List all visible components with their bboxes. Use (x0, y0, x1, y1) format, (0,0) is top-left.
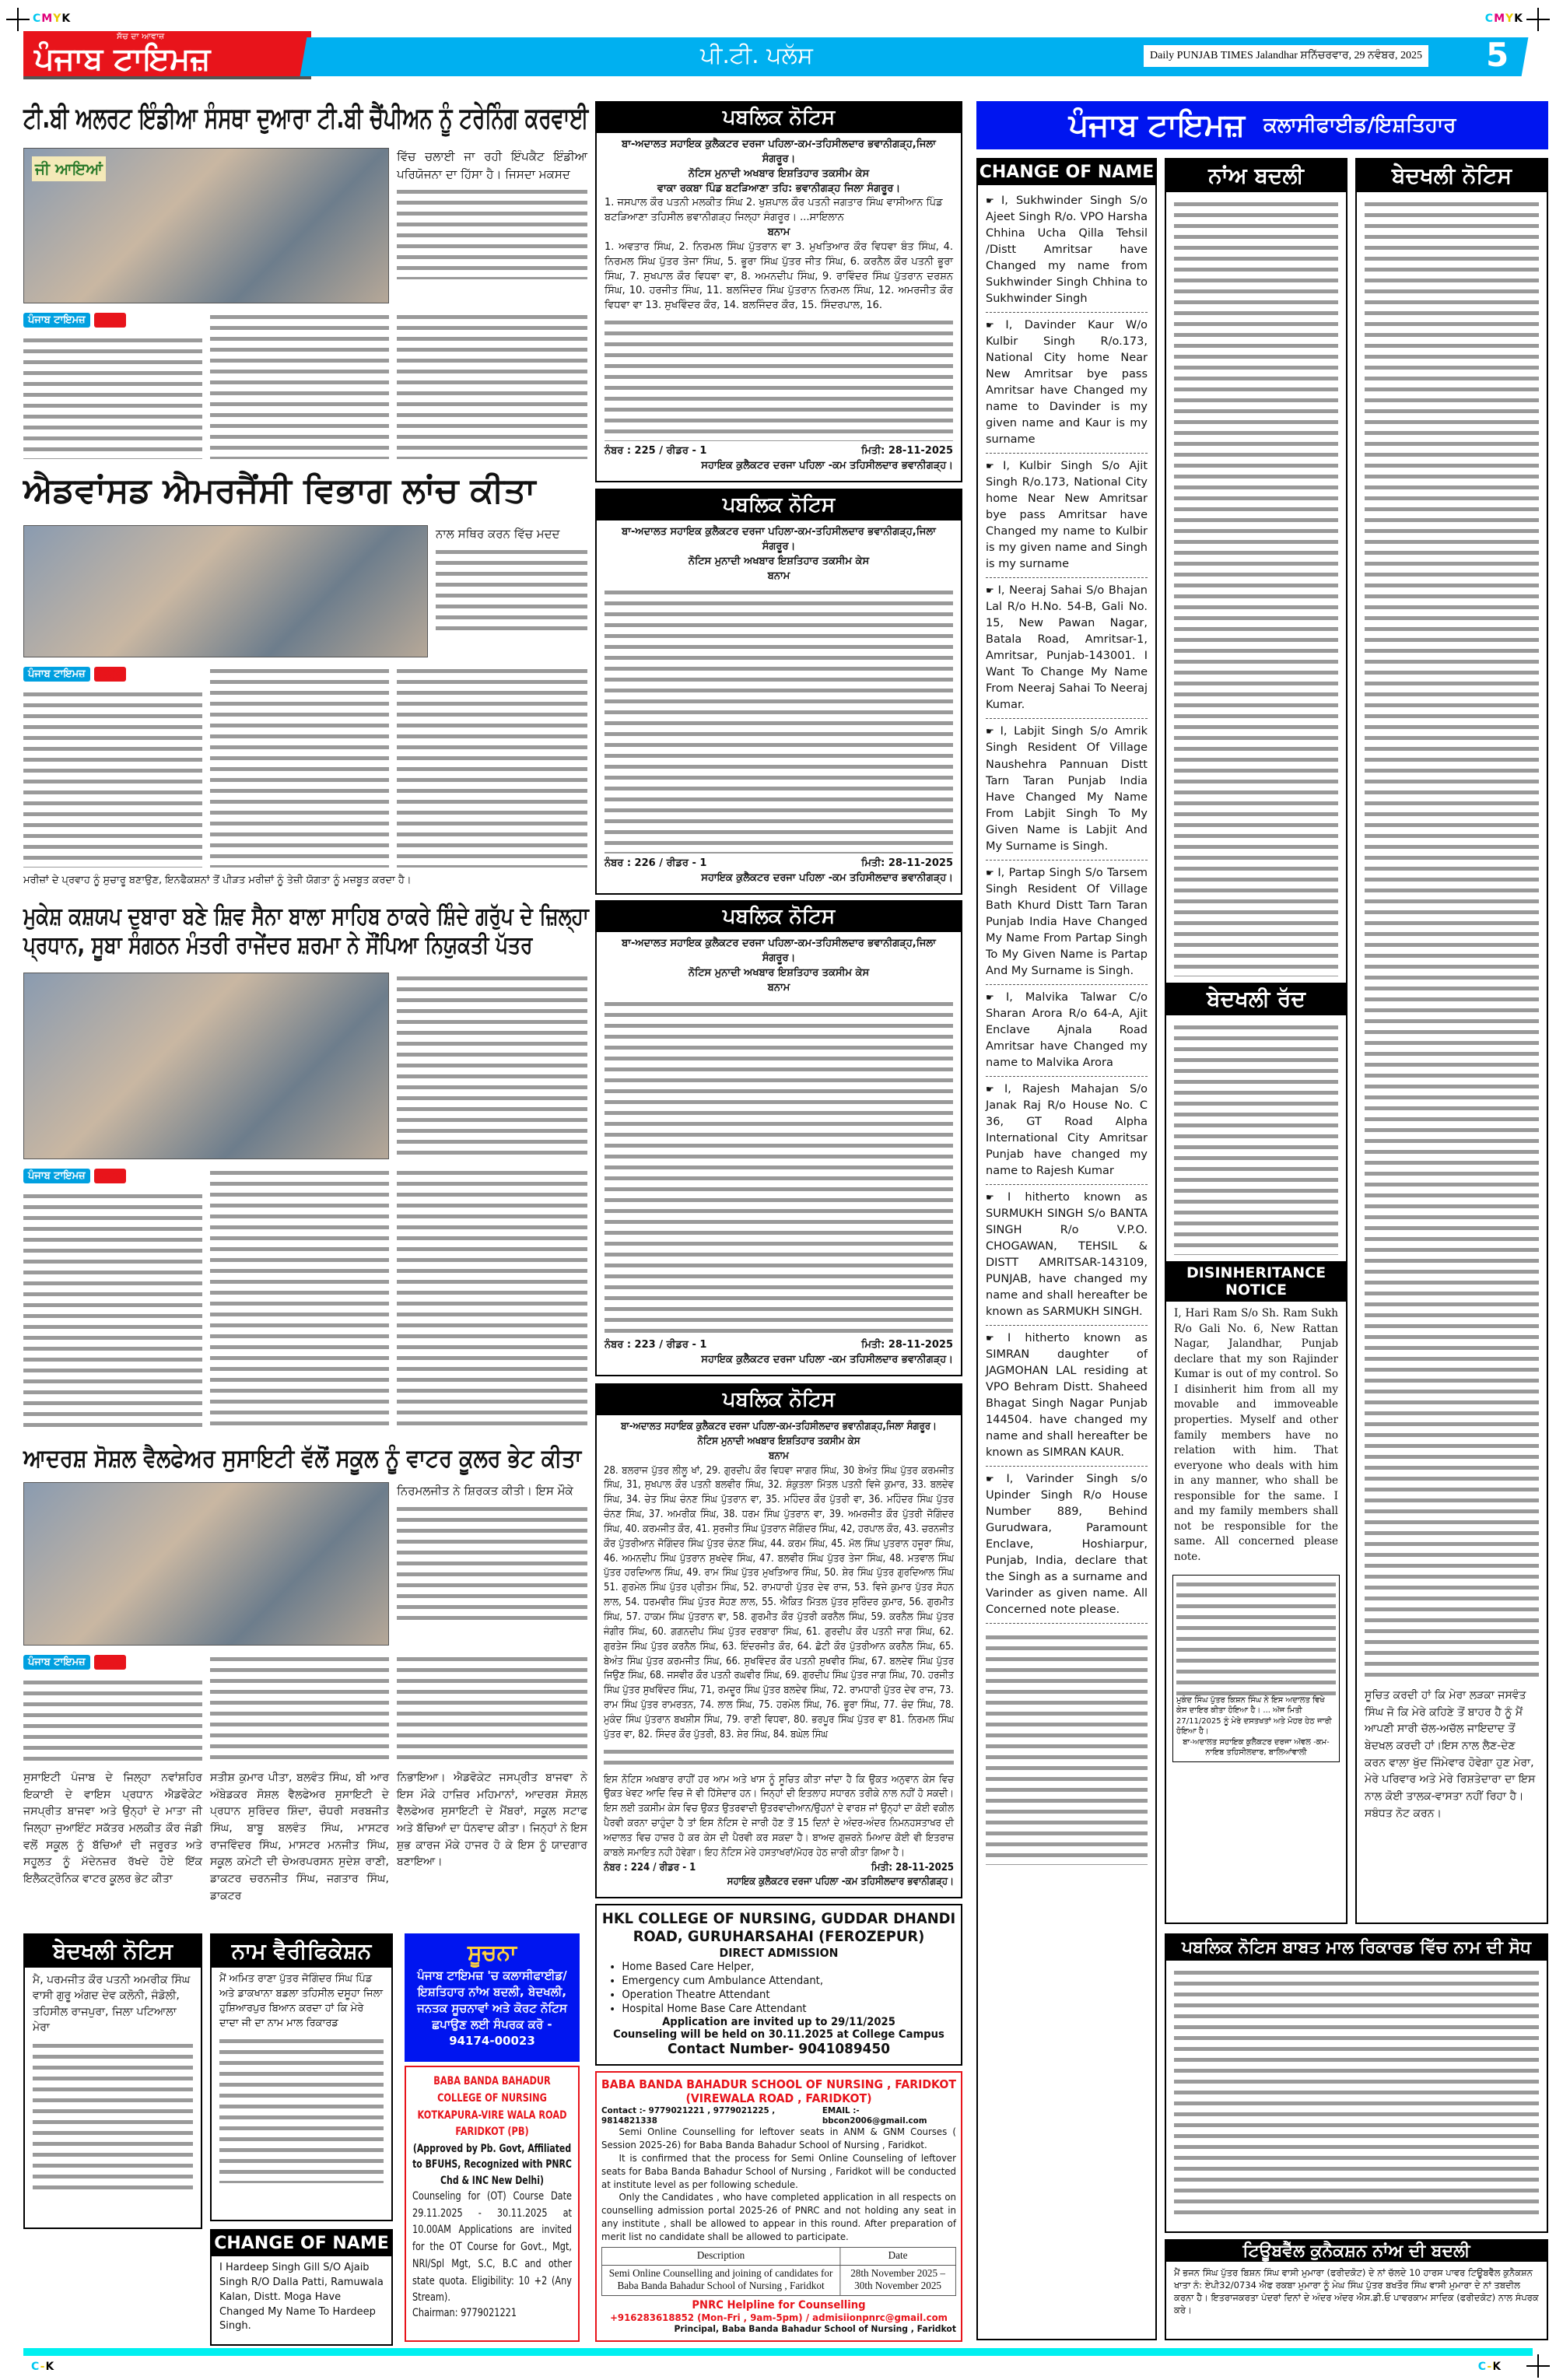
masthead-logo (23, 31, 311, 79)
notice-signature: ਸਹਾਇਕ ਕੁਲੈਕਟਰ ਦਰਜਾ ਪਹਿਲਾ -ਕਮ ਤਹਿਸੀਲਦਾਰ ਭਵਾਨੀਗੜ੍ਹ। (701, 872, 953, 885)
banner-section: ਕਲਾਸੀਫਾਈਡ/ਇਸ਼ਤਿਹਾਰ (1263, 113, 1456, 137)
story-photo (23, 525, 428, 657)
notice-text: I, Hari Ram S/o Sh. Ram Sukh R/o Gali No. 6, New Rattan Nagar, Jalandhar, Punjab declare that my son Rajinder Kumar is out of my control. So I disinherit him from all my movable and immoveable properties. Myself and other family members have no relation with him. That everyone who deals with him in any manner, who shall be responsible for the same. I and my family members shall not be responsible for the same. All concerned please note. (1174, 1307, 1338, 1563)
name-verification-notice (210, 1933, 393, 2221)
notice-subject: ਨੋਟਿਸ ਮੁਨਾਦੀ ਅਖਬਾਰ ਇਸ਼ਤਿਹਾਰ ਤਕਸੀਮ ਕੇਸ (688, 966, 870, 979)
notice-number: ਨੰਬਰ : 225 / ਰੀਡਰ - 1 (605, 445, 707, 457)
notice-respondents: 1. ਅਵਤਾਰ ਸਿੰਘ, 2. ਨਿਰਮਲ ਸਿੰਘ ਪੁੱਤਰਾਨ ਵਾ 3. ਮੁਖਤਿਆਰ ਕੌਰ ਵਿਧਵਾ ਬੰਤ ਸਿੰਘ, 4. ਨਿਰਮਲ ਸਿੰਘ ਪੁੱਤਰ ਤੇਜਾ ਸਿੰਘ, 5. ਭੂਰਾ ਸਿੰਘ ਪੁੱਤਰ ਜੀਤ ਸਿੰਘ, 6. ਕਰਨੈਲ ਕੌਰ ਪਤਨੀ ਭੂਰਾ ਸਿੰਘ, 7. ਸੁਖਪਾਲ ਕੌਰ ਵਿਧਵਾ ਵਾ, 8. ਅਮਨਦੀਪ ਸਿੰਘ, 9. ਰਾਵਿੰਦਰ ਸਿੰਘ ਪੁੱਤਰਾਨ ਦਰਸ਼ਨ ਸਿੰਘ, 10. ਹਰਜੀਤ ਸਿੰਘ, 11. ਬਲਜਿੰਦਰ ਸਿੰਘ ਪੁੱਤਰਾਨ ਨਿਰਮਲ ਸਿੰਘ, 12. ਅਮਰਜੀਤ ਕੌਰ ਵਿਧਵਾ ਵਾ 13. ਸੁਖਵਿੰਦਰ ਕੌਰ, 14. ਬਲਜਿੰਦਰ ਕੌਰ, 15. ਸਿੰਦਰਪਾਲ, 16. (605, 240, 953, 312)
notice-text: ਸੂਚਿਤ ਕਰਦੀ ਹਾਂ ਕਿ ਮੇਰਾ ਲੜਕਾ ਜਸਵੰਤ ਸਿੰਘ ਜੋ ਕਿ ਮੇਰੇ ਕਹਿਣੇ ਤੋਂ ਬਾਹਰ ਹੈ ਨੂੰ ਮੈਂ ਆਪਣੀ ਸਾਰੀ ਚੱਲ-ਅਚੱਲ ਜਾਇਦਾਦ ਤੋਂ ਬੇਦਖਲ ਕਰਦੀ ਹਾਂ।ਇਸ ਨਾਲ ਲੈਣ-ਦੇਣ ਕਰਨ ਵਾਲਾ ਖੁੱਦ ਜਿੰਮੇਵਾਰ ਹੋਵੇਗਾ ਹੁਣ ਮੇਰਾ, ਮੇਰੇ ਪਰਿਵਾਰ ਅਤੇ ਮੇਰੇ ਰਿਸ਼ਤੇਦਾਰਾ ਦਾ ਇਸ ਨਾਲ ਕੋਈ ਤਾਲਕ-ਵਾਸਤਾ ਨਹੀਂ ਰਿਹਾ ਹੈ। ਸਬੰਧਤ ਨੋਟ ਕਰਨ। (1365, 1689, 1536, 1820)
story-body (23, 1190, 202, 1432)
story-text: ਮਰੀਜ਼ਾਂ ਦੇ ਪ੍ਰਵਾਹ ਨੂੰ ਸੁਚਾਰੂ ਬਣਾਉਣ, ਇਨਫੈਕਸ਼ਨਾਂ ਤੋਂ ਪੀੜਤ ਮਰੀਜ਼ਾਂ ਨੂੰ ਤੇਜ਼ੀ ਯੋਗਤਾ ਨੂੰ ਮਜ਼ਬੂਤ ਕਰਦਾ ਹੈ। (23, 875, 412, 886)
course-item: • Home Based Care Helper, (622, 1960, 956, 1974)
story-photo (23, 1482, 389, 1646)
story-body (397, 311, 587, 459)
byline-badge: ਪੰਜਾਬ ਟਾਇਮਜ਼ (23, 667, 90, 682)
column-title: CHANGE OF NAME (978, 159, 1155, 185)
banner-brand: ਪੰਜਾਬ ਟਾਇਮਜ਼ (1068, 107, 1246, 143)
story-body (397, 1653, 587, 1762)
story-headline: ਆਦਰਸ਼ ਸੋਸ਼ਲ ਵੈਲਫੇਅਰ ਸੁਸਾਇਟੀ ਵੱਲੋਂ ਸਕੂਲ ਨੂੰ ਵਾਟਰ ਕੂਲਰ ਭੇਟ ਕੀਤਾ (23, 1443, 582, 1473)
helpline-title: PNRC Helpline for Counselling (692, 2298, 866, 2312)
course-item: • Hospital Home Base Care Attendant (622, 2002, 956, 2016)
ad-title: HKL COLLEGE OF NURSING, GUDDAR DHANDI ROAD, GURUHARSAHAI (FEROZEPUR) (601, 1910, 956, 1945)
info-text: ਪੰਜਾਬ ਟਾਇਮਜ਼ 'ਚ ਕਲਾਸੀਫਾਈਡ/ ਇਸ਼ਤਿਹਾਰ ਨਾਂਅ ਬਦਲੀ, ਬੇਦਖਲੀ, ਜਨਤਕ ਸੂਚਨਾਵਾਂ ਅਤੇ ਕੋਰਟ ਨੋਟਿਸ ਛਪਾਉਣ ਲਈ ਸੰਪਰਕ ਕਰੋ - 94174-00023 (417, 1968, 567, 2048)
bureau-badge: ਬਿਊਰੋ (94, 313, 127, 328)
story-text: ਸੁਸਾਇਟੀ ਪੰਜਾਬ ਦੇ ਜਿਲ੍ਹਾ ਨਵਾਂਸ਼ਹਿਰ ਇਕਾਈ ਦੇ ਵਾਇਸ ਪ੍ਰਧਾਨ ਐਡਵੋਕੇਟ ਜਸਪ੍ਰੀਤ ਬਾਜਵਾ ਅਤੇ ਉਨ੍ਹਾਂ ਦੇ ਮਾਤਾ ਜੀ ਜਿਲ੍ਹਾ ਜੁਆਇੰਟ ਸਕੱਤਰ ਮਲਕੀਤ ਕੌਰ ਜੰਡੀ ਵਲੋਂ ਸਕੂਲ ਨੂੰ ਬੱਚਿਆਂ ਦੀ ਜਰੂਰਤ ਅਤੇ ਸਹੂਲਤ ਨੂੰ ਮੱਦੇਨਜ਼ਰ ਰੱਖਦੇ ਹੋਏ ਇੱਕ ਇਲੈਕਟ੍ਰੋਨਿਕ ਵਾਟਰ ਕੂਲਰ ਭੇਟ ਕੀਤਾ (23, 1772, 202, 1886)
notice-signature: ਸਹਾਇਕ ਕੁਲੈਕਟਰ ਦਰਜਾ ਪਹਿਲਾ -ਕਮ ਤਹਿਸੀਲਦਾਰ ਭਵਾਨੀਗੜ੍ਹ। (727, 1876, 954, 1888)
story-excerpt: ਨਿਰਮਲਜੀਤ ਨੇ ਸ਼ਿਰਕਤ ਕੀਤੀ। ਇਸ ਮੌਕੇ (397, 1484, 573, 1498)
public-notice (595, 101, 962, 482)
story-body (210, 1167, 389, 1432)
ad-subtitle: DIRECT ADMISSION (719, 1945, 839, 1960)
table-row (601, 2265, 955, 2295)
byline (23, 1653, 126, 1670)
hkl-college-ad (595, 1904, 962, 2066)
ad-paragraph: It is confirmed that the process for Semi Online Counseling of leftover seats for Baba Banda Bahadur School of Nursing , Faridkot will be conducted at institute level as per following schedule. (601, 2151, 956, 2190)
notice-title: ਟਿਊਬਵੈੱਲ ਕੁਨੈਕਸ਼ਨ ਨਾਂਅ ਦੀ ਬਦਲੀ (1166, 2241, 1547, 2262)
course-list (622, 1960, 956, 2017)
byline-badge: ਪੰਜਾਬ ਟਾਇਮਜ਼ (23, 1655, 90, 1670)
notice-subject: ਨੋਟਿਸ ਮੁਨਾਦੀ ਅਖਬਾਰ ਇਸ਼ਤਿਹਾਰ ਤਕਸੀਮ ਕੇਸ (697, 1435, 860, 1447)
byline (23, 665, 126, 682)
story-body (210, 665, 389, 868)
notice-court: ਬਾ-ਅਦਾਲਤ ਸਹਾਇਕ ਕੁਲੈਕਟਰ ਦਰਜਾ ਪਹਿਲਾ-ਕਮ-ਤਹਿਸੀਲਦਾਰ ਭਵਾਨੀਗੜ੍ਹ,ਜਿਲਾ ਸੰਗਰੂਰ। (621, 1421, 937, 1432)
story-body (210, 1653, 389, 1762)
notice-versus: ਬਨਾਮ (769, 1449, 789, 1462)
story-text: ਨਿਭਾਇਆ। ਐਡਵੋਕੇਟ ਜਸਪ੍ਰੀਤ ਬਾਜਵਾ ਨੇ ਇਸ ਮੌਕੇ ਹਾਜ਼ਿਰ ਮਹਿਮਾਨਾਂ, ਆਦਰਸ਼ ਸੋਸ਼ਲ ਵੈਲਫੇਅਰ ਸੁਸਾਇਟੀ ਦੇ ਮੈਂਬਰਾਂ, ਸਕੂਲ ਸਟਾਫ ਅਤੇ ਬੱਚਿਆਂ ਦਾ ਧੰਨਵਾਦ ਕੀਤਾ। ਜਿਨ੍ਹਾਂ ਨੇ ਇਸ ਸ਼ੁਭ ਕਾਰਜ ਮੌਕੇ ਹਾਜਰ ਹੋ ਕੇ ਇਸ ਨੂੰ ਯਾਦਗਾਰ ਬਣਾਇਆ। (397, 1772, 587, 1869)
table-cell: 28th November 2025 – 30th November 2025 (840, 2265, 956, 2295)
byline-badge: ਪੰਜਾਬ ਟਾਇਮਜ਼ (23, 313, 90, 328)
notice-title: ਪਬਲਿਕ ਨੋਟਿਸ ਬਾਬਤ ਮਾਲ ਰਿਕਾਰਡ ਵਿੱਚ ਨਾਮ ਦੀ ਸੋਧ (1166, 1935, 1547, 1961)
ad-application: Application are invited up to 29/11/2025 (662, 2016, 895, 2029)
story-text (436, 525, 587, 657)
story-text: ਸਤੀਸ਼ ਕੁਮਾਰ ਪੀਤਾ, ਬਲਵੰਤ ਸਿੰਘ, ਬੀ ਆਰ ਅੰਬੇਡਕਰ ਸੋਸ਼ਲ ਵੈਲਫੇਅਰ ਸੁਸਾਇਟੀ ਦੇ ਪ੍ਰਧਾਨ ਸੁਰਿੰਦਰ ਸ਼ਿੰਦਾ, ਚੌਧਰੀ ਸਰਬਜੀਤ ਸਿੰਘ, ਬਾਬੂ ਬਲਵੰਤ ਸਿੰਘ, ਮਾਸਟਰ ਰਾਜਵਿੰਦਰ ਸਿੰਘ, ਮਾਸਟਰ ਮਨਜੀਤ ਸਿੰਘ, ਸਕੂਲ ਕਮੇਟੀ ਦੀ ਚੇਅਰਪਰਸਨ ਸੁਦੇਸ਼ ਰਾਣੀ, ਡਾਕਟਰ ਚਰਨਜੀਤ ਸਿੰਘ, ਜਗਤਾਰ ਸਿੰਘ, ਡਾਕਟਰ (210, 1772, 389, 1902)
notice-title: ਪਬਲਿਕ ਨੋਟਿਸ (597, 490, 961, 521)
notice-text: ਮੈਂ ਭਜਨ ਸਿੰਘ ਪੁੱਤਰ ਬਿਸ਼ਨ ਸਿੰਘ ਵਾਸੀ ਮੁਮਾਰਾ (ਫਰੀਦਕੋਟ) ਦੇ ਨਾਂ ਚੱਲਦੇ 10 ਹਾਰਸ ਪਾਵਰ ਟਿਊਬਵੈੱਲ ਕੁਨੈਕਸ਼ਨ ਖਾਤਾ ਨੰ: ਏਪੀ32/0734 ਐਫ ਰਕਬਾ ਮੁਮਾਰਾ ਨੂੰ ਮੇਘ ਸਿੰਘ ਪੁੱਤਰ ਬਖਤੌਰ ਸਿੰਘ ਵਾਸੀ ਮੁਮਾਰਾ ਦੇ ਨਾਂ ਤਬਦੀਲ ਕਰਨਾ ਹੈ। ਇਤਰਾਜਕਰਤਾ ਪੰਦਰਾਂ ਦਿਨਾਂ ਦੇ ਅੰਦਰ ਅੰਦਰ ਐਸ.ਡੀ.ਓ ਪਾਵਰਕਾਮ ਸਾਦਿਕ (ਫਰੀਦਕੋਟ) ਨਾਲ ਸੰਪਰਕ ਕਰੇ। (1174, 2267, 1539, 2316)
section-title: DISINHERITANCE NOTICE (1166, 1261, 1346, 1302)
registration-mark (1526, 2354, 1550, 2378)
nursing-school-ad (595, 2071, 962, 2342)
story-body (210, 311, 389, 459)
ad-paragraph: Only the Candidates , who have completed application in all respects on counselling admission portal 2025-26 of PNRC and not holding any seat in any institute , shall be allowed to appear in this round. After preparation of merit list no candidate shall be allowed to participate. (601, 2191, 956, 2242)
ad-contact: Chairman: 9779021221 (412, 2307, 517, 2320)
info-box (405, 1933, 580, 2062)
notice-versus: ਬਨਾਮ (767, 570, 790, 582)
story-excerpt: ਨਾਲ ਸਥਿਰ ਕਰਨ ਵਿੱਚ ਮਦਦ (436, 527, 560, 541)
public-notice (595, 489, 962, 895)
notice-number: ਨੰਬਰ : 224 / ਰੀਡਰ - 1 (604, 1861, 696, 1874)
notice-subject: ਨੋਟਿਸ ਮੁਨਾਦੀ ਅਖਬਾਰ ਇਸ਼ਤਿਹਾਰ ਤਕਸੀਮ ਕੇਸ (688, 167, 870, 180)
story-headline: ਟੀ.ਬੀ ਅਲਰਟ ਇੰਡੀਆ ਸੰਸਥਾ ਦੁਆਰਾ ਟੀ.ਬੀ ਚੈਂਪੀਅਨ ਨੂੰ ਟਰੇਨਿੰਗ ਕਰਵਾਈ (23, 101, 589, 135)
story-headline: ਐਡਵਾਂਸਡ ਐਮਰਜੈਂਸੀ ਵਿਭਾਗ ਲਾਂਚ ਕੀਤਾ (23, 471, 536, 510)
registration-mark (6, 8, 30, 31)
name-change-entry: ☛ I, Varinder Singh s/o Upinder Singh R/o House Number 889, Behind Gurudwara, Paramount Enclave, Hoshiarpur, Punjab, India, declare that the Singh as a surname and Varinder as given name. All Concerned note please. (986, 1467, 1148, 1624)
notice-subject: ਨੋਟਿਸ ਮੁਨਾਦੀ ਅਖਬਾਰ ਇਸ਼ਤਿਹਾਰ ਤਕਸੀਮ ਕੇਸ (688, 555, 870, 567)
name-change-entry: ☛ I hitherto known as SURMUKH SINGH S/o BANTA SINGH R/o V.P.O. CHOGAWAN, TEHSIL & DISTT AMRITSAR-143109, PUNJAB, have changed my name and shall hereafter be known as SARMUKH SINGH. (986, 1185, 1148, 1326)
name-change-entry: ☛ I, Malvika Talwar C/o Sharan Arora R/o 64-A, Ajit Enclave Ajnala Road Amritsar have Changed my name to Malvika Arora (986, 985, 1148, 1077)
ck-mark: C-K (1477, 2361, 1502, 2373)
notice-place: ਵਾਕਾ ਰਕਬਾ ਪਿੰਡ ਬਟੜਿਆਣਾ ਤਹਿ: ਭਵਾਨੀਗੜ੍ਹ ਜਿਲਾ ਸੰਗਰੂਰ। (657, 182, 901, 195)
helpline-contact: +916283618852 (Mon-Fri , 9am-5pm) / admisiionpnrc@gmail.com (610, 2311, 948, 2323)
ad-paragraph: Semi Online Counselling for leftover seats in ANM & GNM Courses ( Session 2025-26) for Baba Banda Bahadur School of Nursing , Faridkot. (601, 2126, 956, 2150)
notice-title: ਨਾਮ ਵੈਰੀਫਿਕੇਸ਼ਨ (212, 1935, 391, 1968)
ad-subtitle: (VIREWALA ROAD , FARIDKOT) (685, 2091, 872, 2105)
ad-contact: Contact Number- 9041089450 (667, 2041, 891, 2058)
notice-versus: ਬਨਾਮ (767, 981, 790, 994)
section-title: ਬੇਦਖਲੀ ਰੱਦ (1166, 983, 1346, 1015)
name-change-entry: ☛ I, Rajesh Mahajan S/o Janak Raj R/o House No. C 36, GT Road Alpha International City Amritsar Punjab have changed my name to Rajesh Kumar (986, 1077, 1148, 1185)
public-notice (595, 900, 962, 1376)
change-of-name-notice (210, 2229, 393, 2346)
ad-phones: Contact :- 9779021221 , 9779021225 , 9814821338 (601, 2105, 776, 2126)
notice-title: ਪਬਲਿਕ ਨੋਟਿਸ (597, 103, 961, 133)
notice-title: ਬੇਦਖਲੀ ਨੋਟਿਸ (25, 1935, 201, 1968)
course-item: • Emergency cum Ambulance Attendant, (622, 1974, 956, 1988)
byline (23, 311, 126, 328)
notice-title: ਪਬਲਿਕ ਨੋਟਿਸ (597, 902, 961, 932)
ad-approval: (Approved by Pb. Govt, Affiliated to BFUHS, Recognized with PNRC Chd & INC New Delhi) (412, 2143, 572, 2187)
byline (23, 1167, 126, 1183)
ad-body: Counseling for (OT) Course Date 29.11.2025 - 30.11.2025 at 10.00AM Applications are invited for the OT Course for Govt., Mgt, NRI/Spl Mgt, S.C, B.C and other state quota. Eligibility: 10 +2 (Any Stream). (412, 2189, 572, 2305)
table-header: Date (840, 2247, 956, 2265)
notice-signature: ਸਹਾਇਕ ਕੁਲੈਕਟਰ ਦਰਜਾ ਪਹਿਲਾ -ਕਮ ਤਹਿਸੀਲਦਾਰ ਭਵਾਨੀਗੜ੍ਹ। (701, 459, 953, 471)
cmyk-mark: CMYK (1484, 12, 1523, 25)
notice-title: ਪਬਲਿਕ ਨੋਟਿਸ (597, 1385, 961, 1415)
notice-court: ਬਾ-ਅਦਾਲਤ ਸਹਾਇਕ ਕੁਲੈਕਟਰ ਦਰਜਾ ਪਹਿਲਾ-ਕਮ-ਤਹਿਸੀਲਦਾਰ ਭਵਾਨੀਗੜ੍ਹ,ਜਿਲਾ ਸੰਗਰੂਰ। (622, 138, 936, 165)
ad-counseling: Counseling will be held on 30.11.2025 at College Campus (613, 2028, 944, 2042)
story-photo (23, 973, 389, 1159)
tagline: ਸੱਚ ਦਾ ਆਵਾਜ਼ (117, 31, 165, 41)
tubewell-notice (1165, 2239, 1548, 2340)
bureau-badge: ਬਿਊਰੋ (94, 1169, 127, 1183)
notice-date: ਮਿਤੀ: 28-11-2025 (861, 1339, 953, 1351)
notice-title: CHANGE OF NAME (212, 2231, 391, 2256)
cmyk-mark: CMYK (33, 12, 72, 25)
notice-number: ਨੰਬਰ : 226 / ਰੀਡਰ - 1 (605, 857, 707, 870)
notice-signature: ਸਹਾਇਕ ਕੁਲੈਕਟਰ ਦਰਜਾ ਪਹਿਲਾ -ਕਮ ਤਹਿਸੀਲਦਾਰ ਭਵਾਨੀਗੜ੍ਹ। (701, 1354, 953, 1366)
public-notice (595, 1383, 962, 1898)
info-title: ਸੂਚਨਾ (467, 1940, 517, 1965)
section-title: ਪੀ.ਟੀ. ਪਲੱਸ (700, 42, 813, 69)
story-body (397, 1167, 587, 1432)
notice-text: ਮੈਂ ਅਮਿਤ ਰਾਣਾ ਪੁੱਤਰ ਜੋਗਿੰਦਰ ਸਿੰਘ ਪਿੰਡ ਅਤੇ ਡਾਕਖਾਨਾ ਬਡਲਾ ਤਹਿਸੀਲ ਦਸੂਹਾ ਜਿਲਾ ਹੁਸ਼ਿਆਰਪੁਰ ਬਿਆਨ ਕਰਦਾ ਹਾਂ ਕਿ ਮੇਰੇ ਦਾਦਾ ਜੀ ਦਾ ਨਾਮ ਮਾਲ ਰਿਕਾਰਡ (219, 1973, 384, 2029)
footer-bar (23, 2348, 1533, 2356)
college-ad (405, 2066, 580, 2342)
notice-versus: ਬਨਾਮ (767, 226, 790, 239)
change-of-name-column (976, 158, 1157, 2340)
story-text (397, 1482, 587, 1646)
story-body (397, 973, 587, 1159)
ad-title: BABA BANDA BAHADUR SCHOOL OF NURSING , FARIDKOT (601, 2077, 956, 2091)
name-change-entry: ☛ I, Kulbir Singh S/o Ajit Singh R/o.173, National City home Near New Amritsar bye pass Amritsar have Changed my name to Kulbir is my given name and Singh is my surname (986, 454, 1148, 578)
story-text (397, 148, 587, 303)
notice-closing: ਇਸ ਨੋਟਿਸ ਅਖਬਾਰ ਰਾਹੀਂ ਹਰ ਆਮ ਅਤੇ ਖਾਸ ਨੂੰ ਸੂਚਿਤ ਕੀਤਾ ਜਾਂਦਾ ਹੈ ਕਿ ਉਕਤ ਅਨੁਵਾਨ ਕੇਸ ਵਿਚ ਉਕਤ ਖੇਵਟ ਆਦਿ ਵਿਚ ਜੋ ਵੀ ਹਿੱਸੇਦਾਰ ਹਨ। ਜਿਨ੍ਹਾਂ ਦੀ ਇਤਲਾਹ ਸਧਾਰਨ ਤਰੀਕੇ ਨਾਲ ਨਹੀਂ ਹੋ ਸਕਦੀ। ਇਸ ਲਈ ਤਕਸੀਮ ਕੇਸ ਵਿਚ ਉਕਤ ਉਤਰਵਾਦੀ ਉਤਰਵਾਦੀਆਨ/ਉਹਨਾਂ ਦੇ ਵਾਰਸ਼ ਜਾਂ ਉਨ੍ਹਾਂ ਦਾ ਕੋਈ ਵਕੀਲ ਪੈਰਵੀ ਕਰਨਾ ਚਾਹੁੰਦਾ ਹੈ ਤਾਂ ਇਸ ਨੋਟਿਸ ਦੇ ਜਾਰੀ ਹੋਣ ਤੋਂ 15 ਦਿਨਾਂ ਦੇ ਅੰਦਰ-ਅੰਦਰ ਨਿਮਨਹਸਤਾਖਰ ਦੀ ਅਦਾਲਤ ਵਿਚ ਹਾਜ਼ਰ ਹੋ ਕਰ ਕੇਸ ਦੀ ਪੈਰਵੀ ਕਰ ਸਕਦਾ ਹੈ। ਬਾਅਦ ਗੁਜ਼ਰਨੇ ਮਿਆਦ ਕੋਈ ਵੀ ਇਤਰਾਜ਼ ਕਾਬਲੇ ਸਮਾਇਤ ਨਹੀ ਹੋਵੇਗਾ। ਇਹ ਨੋਟਿਸ ਮੇਰੇ ਹਸਤਾਖਰਾਂ/ਮੋਹਰ ਹੇਠ ਜ਼ਾਰੀ ਕੀਤਾ ਗਿਆ ਹੈ। (604, 1773, 954, 1859)
page-number: 5 (1486, 36, 1509, 74)
story-body (23, 689, 202, 868)
registration-mark (1526, 8, 1550, 31)
notice-text: ਮੁਕੰਦ ਸਿੰਘ ਪੁੱਤਰ ਕਿਸ਼ਨ ਸਿੰਘ ਨੇ ਇਸ ਅਦਾਲਤ ਵਿਖੇ ਕੇਸ ਦਾਇਰ ਕੀਤਾ ਹੋਇਆ ਹੈ। ... ਅੱਜ ਮਿਤੀ 27/11/2025 ਨੂੰ ਮੇਰੇ ਦਸਤਖਤਾਂ ਅਤੇ ਮੋਹਰ ਹੇਠ ਜਾਰੀ ਹੋਇਆ ਹੈ। (1176, 1695, 1332, 1737)
classified-banner (976, 101, 1548, 149)
story-photo (23, 148, 389, 303)
name-change-entry: ☛ I, Partap Singh S/o Tarsem Singh Resident Of Village Bath Khurd Distt Tarn Taran Punjab India Have Changed My Name From Partap Singh To My Given Name is Partap And My Surname is Singh. (986, 861, 1148, 985)
notice-date: ਮਿਤੀ: 28-11-2025 (871, 1861, 954, 1874)
name-change-entry: ☛ I, Sukhwinder Singh S/o Ajeet Singh R/o. VPO Harsha Chhina Ucha Qilla Tehsil /Distt Amritsar have Changed my name from Sukhwinder Singh Chhina to Sukhwinder Singh (986, 188, 1148, 313)
notice-court: ਬਾ-ਅਦਾਲਤ ਸਹਾਇਕ ਕੁਲੈਕਟਰ ਦਰਜਾ ਪਹਿਲਾ-ਕਮ-ਤਹਿਸੀਲਦਾਰ ਭਵਾਨੀਗੜ੍ਹ,ਜਿਲਾ ਸੰਗਰੂਰ। (622, 526, 936, 552)
story-body (23, 1677, 202, 1762)
name-change-entry: ☛ I hitherto known as SIMRAN daughter of JAGMOHAN LAL residing at VPO Behram Distt. Shaheed Bhagat Singh Nagar Punjab 144504. have changed my name and shall hereafter be known as SIMRAN KAUR. (986, 1326, 1148, 1467)
ad-title: BABA BANDA BAHADUR COLLEGE OF NURSING KOTKAPURA-VIRE WALA ROAD FARIDKOT (PB) (417, 2075, 567, 2139)
name-change-entry: ☛ I, Labjit Singh S/o Amrik Singh Resident Of Village Naushehra Pannuan Distt Tarn Taran Punjab India Have Changed My Name From Labjit Singh To My Given Name is Labjit And My Surname is Singh. (986, 719, 1148, 860)
notice-parties: 1. ਜਸਪਾਲ ਕੌਰ ਪਤਨੀ ਮਲਕੀਤ ਸਿੰਘ 2. ਖੁਸ਼ਪਾਲ ਕੌਰ ਪਤਨੀ ਜਗਤਾਰ ਸਿੰਘ ਵਾਸੀਆਨ ਪਿੰਡ ਬਟੜਿਆਣਾ ਤਹਿਸੀਲ ਭਵਾਨੀਗੜ੍ਹ ਜਿਲ੍ਹਾ ਸੰਗਰੂਰ। ...ਸਾਇਲਾਨ (605, 197, 943, 224)
ck-mark: C-K (31, 2361, 55, 2373)
disinheritance-notice (23, 1933, 202, 2229)
bedakhli-column (1355, 158, 1548, 1924)
story-headline: ਮੁਕੇਸ਼ ਕਸ਼ਯਪ ਦੁਬਾਰਾ ਬਣੇ ਸ਼ਿਵ ਸੈਨਾ ਬਾਲਾ ਸਾਹਿਬ ਠਾਕਰੇ ਸ਼ਿੰਦੇ ਗਰੁੱਪ ਦੇ ਜ਼ਿਲ੍ਹਾ ਪ੍ਰਧਾਨ, ਸੂਬਾ ਸੰਗਠਨ ਮੰਤਰੀ ਰਾਜੇਂਦਰ ਸ਼ਰਮਾ ਨੇ ਸੌਂਪਿਆ ਨਿਯੁਕਤੀ ਪੱਤਰ (23, 903, 589, 960)
revenue-record-notice (1165, 1933, 1548, 2233)
ad-signature: Principal, Baba Banda Bahadur School of Nursing , Faridkot (674, 2322, 956, 2334)
dateline: Daily PUNJAB TIMES Jalandhar ਸ਼ਨਿੱਚਰਵਾਰ, 29 ਨਵੰਬਰ, 2025 (1144, 45, 1428, 67)
notice-court: ਬਾ-ਅਦਾਲਤ ਸਹਾਇਕ ਕੁਲੈਕਟਰ ਦਰਜਾ ਪਹਿਲਾ-ਕਮ-ਤਹਿਸੀਲਦਾਰ ਭਵਾਨੀਗੜ੍ਹ,ਜਿਲਾ ਸੰਗਰੂਰ। (622, 938, 936, 964)
entry-list (978, 185, 1155, 1627)
notice-respondents: 28. ਬਲਰਾਜ ਪੁੱਤਰ ਲੀਲੂ ਖਾਂ, 29. ਗੁਰਦੀਪ ਕੌਰ ਵਿਧਵਾ ਜਾਗਰ ਸਿੰਘ, 30 ਬੇਅੰਤ ਸਿੰਘ ਪੁੱਤਰ ਕਰਮਜੀਤ ਸਿੰਘ, 31, ਸੁਖਪਾਲ ਕੌਰ ਪਤਨੀ ਬਲਵੀਰ ਸਿੰਘ, 32. ਸ਼ੰਕੁਤਲਾ ਮਿੱਤਲ ਪਤਨੀ ਵਿਜੇ ਕੁਮਾਰ, 33. ਬਲਦੇਵ ਸਿੰਘ, 34. ਚੇਤ ਸਿੰਘ ਚੰਨਣ ਸਿੰਘ ਪੁੱਤਰਾਨ ਵਾ, 35. ਮਹਿੰਦਰ ਕੌਰ ਪੁੱਤਰੀ ਵਾ, 36. ਮਹਿੰਦਰ ਸਿੰਘ ਪੁੱਤਰ ਚੰਨਣ ਸਿੰਘ, 37. ਅਮਰੀਕ ਸਿੰਘ, 38. ਧਰਮ ਸਿੰਘ ਪੁੱਤਰਾਨ ਵਾ, 39. ਅਮਰਜੀਤ ਕੌਰ ਪੁੱਤਰੀ ਜੋਗਿੰਦਰ ਸਿੰਘ, 40. ਕਰਮਜੀਤ ਕੌਰ, 41. ਸੁਰਜੀਤ ਸਿੰਘ ਪੁੱਤਰਾਨ ਜੋਗਿੰਦਰ ਸਿੰਘ, 42, ਹਰਪਾਲ ਕੌਰ, 43. ਚਰਨਜੀਤ ਕੌਰ ਪੁੱਤਰੀਆਨ ਜੋਗਿੰਦਰ ਸਿੰਘ ਪੁੱਤਰ ਚੰਨਣ ਸਿੰਘ, 44. ਕਰਮ ਸਿੰਘ, 45. ਮੱਲ ਸਿੰਘ ਪੁਤਰਾਨ ਹਜੂਰਾ ਸਿੰਘ, 46. ਅਮਨਦੀਪ ਸਿੰਘ ਪੁੱਤਰਾਨ ਸੁਖਦੇਵ ਸਿੰਘ, 47. ਬਲਵੀਰ ਸਿੰਘ ਪੁੱਤਰ ਤੇਜਾ ਸਿੰਘ, 48. ਮਤਵਾਲ ਸਿੰਘ ਪੁੱਤਰ ਹਰਦਿਆਲ ਸਿੰਘ, 49. ਰਾਮ ਸਿੰਘ ਪੁੱਤਰ ਮੁਖਤਿਆਰ ਸਿੰਘ, 50. ਸ਼ੇਰ ਸਿੰਘ ਪੁੱਤਰ ਗੁਰਦਿਆਲ ਸਿੰਘ 51. ਗੁਰਮੇਲ ਸਿੰਘ ਪੁੱਤਰ ਪ੍ਰੀਤਮ ਸਿੰਘ, 52. ਰਾਮਧਾਰੀ ਪੁੱਤਰ ਦੇਵ ਰਾਜ, 53. ਵਿਜੇ ਕੁਮਾਰ ਪੁੱਤਰ ਸੋਹਨ ਲਾਲ, 54. ਧਰਮਵੀਰ ਸਿੰਘ ਪੁੱਤਰ ਸੋਹਣ ਲਾਲ, 55. ਐਕਿਤ ਮਿੱਤਲ ਪੁੱਤਰ ਸੁਰਿੰਦਰ ਕੁਮਾਰ, 56. ਗੁਰਮੀਤ ਸਿੰਘ, 57. ਹਾਕਮ ਸਿੰਘ ਪੁੱਤਰਾਨ ਵਾ, 58. ਗੁਰਮੀਤ ਕੌਰ ਪੁੱਤਰੀ ਕਰਨੈਲ ਸਿੰਘ, 59. ਕਰਨੈਲ ਸਿੰਘ ਪੁੱਤਰ ਜੰਗੀਰ ਸਿੰਘ, 60. ਗਗਨਦੀਪ ਸਿੰਘ ਪੁੱਤਰ ਦਰਬਾਰਾ ਸਿੰਘ, 61. ਗੁਰਦੀਪ ਕੌਰ ਪਤਨੀ ਜਾਗ ਸਿੰਘ, 62. ਗੁਰਤੇਜ ਸਿੰਘ ਪੁੱਤਰ ਕਰਨੈਲ ਸਿੰਘ, 63. ਇੰਦਰਜੀਤ ਕੌਰ, 64. ਛੋਟੀ ਕੌਰ ਪੁੱਤਰੀਆਨ ਕਰਨੈਲ ਸਿੰਘ, 65. ਬੇਅੰਤ ਸਿੰਘ ਪੁੱਤਰ ਕਰਮਜੀਤ ਸਿੰਘ, 66. ਸੁਖਵਿੰਦਰ ਕੌਰ ਪਤਨੀ ਸੁਖਵੀਰ ਸਿੰਘ, 67. ਬਲਦੇਵ ਸਿੰਘ ਪੁੱਤਰ ਜਿਉਣ ਸਿੰਘ, 68. ਜਸਵੀਰ ਕੌਰ ਪਤਨੀ ਰਘਵੀਰ ਸਿੰਘ, 69. ਗੁਰਦੀਪ ਸਿੰਘ ਪੁੱਤਰ ਜਾਗ ਸਿੰਘ, 70. ਹਰਜੀਤ ਸਿੰਘ ਪੁੱਤਰ ਸੁਖਵਿੰਦਰ ਸਿੰਘ, 71, ਰਮਦੂਰ ਸਿੰਘ ਪੁੱਤਰ ਬਲਦੇਵ ਸਿੰਘ, 72. ਰਾਮਧਾਰੀ ਪੁੱਤਰ ਦੇਵ ਰਾਜ, 73. ਰਾਮ ਸਿੰਘ ਪੁੱਤਰ ਰਾਮਰਤਨ, 74. ਲਾਲ ਸਿੰਘ, 75. ਹਰਮੇਲ ਸਿੰਘ, 76. ਭੂਰਾ ਸਿੰਘ, 77. ਚੰਦ ਸਿੰਘ, 78. ਮੁਕੰਦ ਸਿੰਘ ਪੁੱਤਰਾਨ ਬਖਸ਼ੀਸ ਸਿੰਘ, 79. ਰਾਣੀ ਵਿਧਵਾ, 80. ਭਰਪੂਰ ਸਿੰਘ ਪੁੱਤਰ ਵਾ 81. ਨਿਰਮਲ ਸਿੰਘ ਪੁੱਤਰ ਵਾ, 82. ਸਿੰਦਰ ਕੌਰ ਪੁੱਤਰੀ, 83. ਸ਼ੇਰ ਸਿੰਘ, 84. ਬਘੇਲ ਸਿੰਘ (604, 1464, 954, 1740)
table-header: Description (601, 2247, 839, 2265)
story-body (397, 665, 587, 868)
bureau-badge: ਬਿਊਰੋ (94, 667, 127, 682)
court-notice (1172, 1575, 1340, 1762)
course-item: • Operation Theatre Attendant (622, 1988, 956, 2002)
column-title: ਬੇਦਖਲੀ ਨੋਟਿਸ (1357, 159, 1547, 192)
byline-badge: ਪੰਜਾਬ ਟਾਇਮਜ਼ (23, 1169, 90, 1183)
notice-text: I Hardeep Singh Gill S/O Ajaib Singh R/O Dalla Patti, Ramuwala Kalan, Distt. Moga Have Changed My Name To Hardeep Singh. (219, 2262, 384, 2333)
name-change-entry: ☛ I, Davinder Kaur W/o Kulbir Singh R/o.173, National City home Near New Amritsar bye pass Amritsar have Changed my name to Davinder is my given name and Kaur is my surname (986, 313, 1148, 454)
bureau-badge: ਬਿਊਰੋ (94, 1655, 127, 1670)
ad-email[interactable]: EMAIL :- bbcon2006@gmail.com (822, 2105, 927, 2126)
table-cell: Semi Online Counselling and joining of candidates for Baba Banda Bahadur School of Nursing , Faridkot (601, 2265, 839, 2295)
notice-date: ਮਿਤੀ: 28-11-2025 (861, 857, 953, 870)
notice-signature: ਬਾ-ਅਦਾਲਤ ਸਹਾਇਕ ਕੁਲੈਕਟਰ ਦਰਜਾ ਅੱਵਲ -ਕਮ- ਨਾਇਬ ਤਹਿਸੀਲਦਾਰ, ਬਾਲਿਆਂਵਾਲੀ (1183, 1737, 1330, 1758)
naam-badli-column (1165, 158, 1347, 1924)
name-change-entry: ☛ I, Neeraj Sahai S/o Bhajan Lal R/o H.No. 54-B, Gali No. 15, New Pawan Nagar, Batala Road, Amritsar-1, Amritsar, Punjab-143001. I Want To Change My Name From Neeraj Sahai To Neeraj Kumar. (986, 578, 1148, 719)
schedule-table (601, 2247, 956, 2296)
column-title: ਨਾਂਅ ਬਦਲੀ (1166, 159, 1346, 192)
welcome-banner: ਜੀ ਆਇਆਂ (32, 156, 106, 181)
notice-text: ਮੈ, ਪਰਮਜੀਤ ਕੌਰ ਪਤਨੀ ਅਮਰੀਕ ਸਿੰਘ ਵਾਸੀ ਗੁਰੂ ਅੰਗਦ ਦੇਵ ਕਲੋਨੀ, ਜੰਡੋਲੀ, ਤਹਿਸੀਲ ਰਾਜਪੁਰਾ, ਜਿਲਾ ਪਟਿਆਲਾ ਮੇਰਾ (33, 1974, 191, 2034)
brand-name: ਪੰਜਾਬ ਟਾਇਮਜ਼ (34, 41, 211, 77)
story-excerpt: ਵਿੱਚ ਚਲਾਈ ਜਾ ਰਹੀ ਇੰਪਕੈਟ ਇੰਡੀਆ ਪਰਿਯੋਜਨਾ ਦਾ ਹਿੱਸਾ ਹੈ। ਜਿਸਦਾ ਮਕਸਦ (397, 149, 587, 181)
notice-number: ਨੰਬਰ : 223 / ਰੀਡਰ - 1 (605, 1339, 707, 1351)
notice-date: ਮਿਤੀ: 28-11-2025 (861, 445, 953, 457)
story-body (23, 335, 202, 459)
